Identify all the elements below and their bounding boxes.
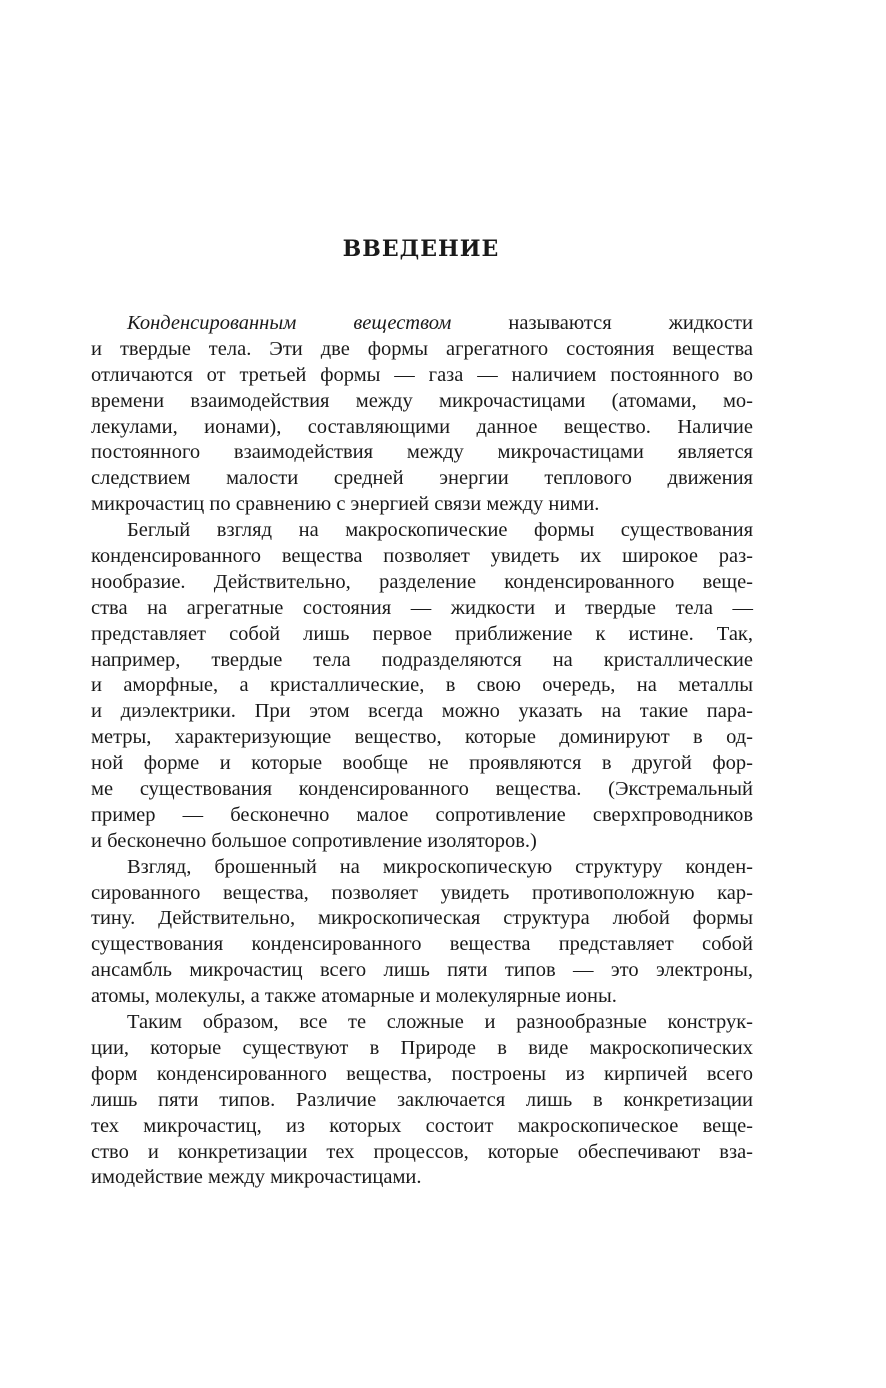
text-line: и аморфные, а кристаллические, в свою очередь, на металлы <box>91 674 753 697</box>
text-line: лекулами, ионами), составляющими данное вещество. Наличие <box>91 415 753 438</box>
text-line: нообразие. Действительно, разделение конденсированного веще- <box>91 570 753 593</box>
paragraph <box>91 1010 753 1191</box>
text-line: например, твердые тела подразделяются на кристаллические <box>91 648 753 671</box>
page-title: ВВЕДЕНИЕ <box>342 236 500 262</box>
text-line: и твердые тела. Эти две формы агрегатного состояния вещества <box>91 337 753 360</box>
text-line: постоянного взаимодействия между микрочастицами является <box>91 441 753 464</box>
text-line: ной форме и которые вообще не проявляются в другой фор- <box>91 752 753 775</box>
text-line: Беглый взгляд на макроскопические формы существования <box>127 519 753 542</box>
text-line: представляет собой лишь первое приближение к истине. Так, <box>91 622 753 645</box>
text-line: тех микрочастиц, из которых состоит макроскопическое веще- <box>91 1114 753 1137</box>
text-line: конденсированного вещества позволяет увидеть их широкое раз- <box>91 545 753 568</box>
text-line: ство и конкретизации тех процессов, которые обеспечивают вза- <box>91 1140 753 1163</box>
text-line: и бесконечно большое сопротивление изоляторов.) <box>91 829 537 852</box>
text-line: Взгляд, брошенный на микроскопическую структуру конден- <box>127 855 753 878</box>
text-line: форм конденсированного вещества, построены из кирпичей всего <box>91 1062 753 1085</box>
text-line: Таким образом, все те сложные и разнообразные конструк- <box>127 1011 753 1034</box>
paragraph <box>91 518 753 855</box>
paragraph <box>91 855 753 1010</box>
italic-term: Конденсированным веществом <box>127 312 452 334</box>
text-line: метры, характеризующие вещество, которые доминируют в од- <box>91 726 753 749</box>
text-line: пример — бесконечно малое сопротивление сверхпроводников <box>91 803 753 826</box>
text-line: ства на агрегатные состояния — жидкости и твердые тела — <box>91 596 753 619</box>
text-line: следствием малости средней энергии теплового движения <box>91 467 753 490</box>
text-line: сированного вещества, позволяет увидеть противоположную кар- <box>91 881 753 904</box>
text-run: называются жидкости <box>451 312 753 334</box>
paragraph <box>91 311 753 518</box>
text-line: микрочастиц по сравнению с энергией связи между ними. <box>91 493 600 516</box>
text-line: тину. Действительно, микроскопическая структура любой формы <box>91 907 753 930</box>
text-line: и диэлектрики. При этом всегда можно указать на такие пара- <box>91 700 753 723</box>
text-line: атомы, молекулы, а также атомарные и молекулярные ионы. <box>91 985 617 1008</box>
body-text <box>91 311 753 1191</box>
text-line: существования конденсированного вещества представляет собой <box>91 933 753 956</box>
text-line: ме существования конденсированного вещества. (Экстремальный <box>91 778 753 801</box>
text-line: ции, которые существуют в Природе в виде макроскопических <box>91 1036 753 1059</box>
text-line: времени взаимодействия между микрочастицами (атомами, мо- <box>91 389 753 412</box>
text-line: имодействие между микрочастицами. <box>91 1166 422 1189</box>
text-line: ансамбль микрочастиц всего лишь пяти типов — это электроны, <box>91 959 753 982</box>
text-line: лишь пяти типов. Различие заключается лишь в конкретизации <box>91 1088 753 1111</box>
text-line: отличаются от третьей формы — газа — наличием постоянного во <box>91 363 753 386</box>
text-line <box>91 311 753 337</box>
